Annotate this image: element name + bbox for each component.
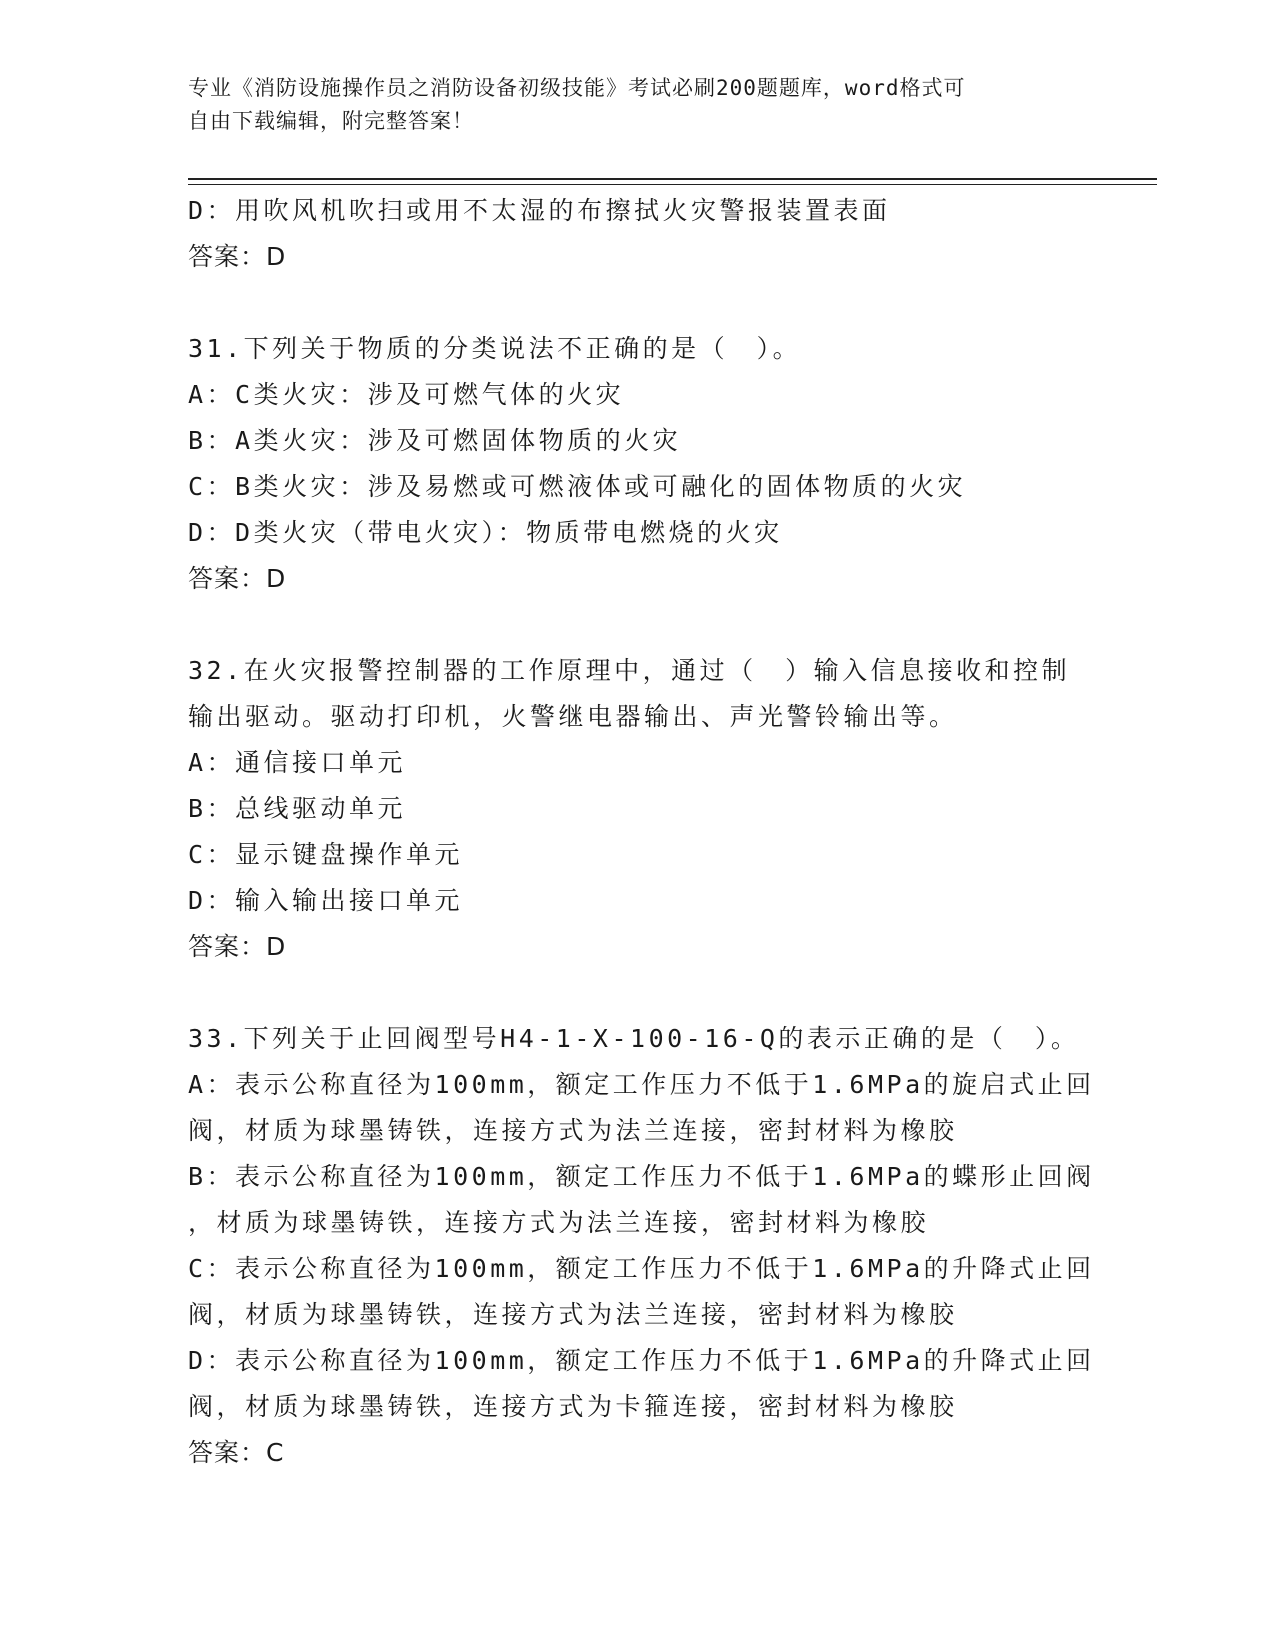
answer: 答案：D [188,564,287,593]
question-30-tail [188,188,1088,280]
header-divider-thin [188,184,1157,185]
option-b: B：总线驱动单元 [188,794,407,823]
document-header [188,72,1088,138]
option-b-line-2: ，材质为球墨铸铁，连接方式为法兰连接，密封材料为橡胶 [188,1208,930,1237]
question-stem: 33.下列关于止回阀型号H4-1-X-100-16-Q的表示正确的是（ ）。 [188,1024,1080,1053]
option-a: A：通信接口单元 [188,748,407,777]
option-d: D：用吹风机吹扫或用不太湿的布擦拭火灾警报装置表面 [188,196,891,225]
question-stem-line-1: 32.在火灾报警控制器的工作原理中，通过（ ）输入信息接收和控制 [188,656,1071,685]
header-line-1: 专业《消防设施操作员之消防设备初级技能》考试必刷200题题库，word格式可 [188,76,966,100]
answer: 答案：D [188,932,287,961]
option-c-line-2: 阀，材质为球墨铸铁，连接方式为法兰连接，密封材料为橡胶 [188,1300,958,1329]
question-33 [188,1016,1095,1476]
spacer [188,602,1088,648]
answer: 答案：C [188,1438,285,1467]
option-a-line-2: 阀，材质为球墨铸铁，连接方式为法兰连接，密封材料为橡胶 [188,1116,958,1145]
question-stem: 31.下列关于物质的分类说法不正确的是（ ）。 [188,334,802,363]
question-stem-line-2: 输出驱动。驱动打印机，火警继电器输出、声光警铃输出等。 [188,702,958,731]
option-c: C：B类火灾：涉及易燃或可燃液体或可融化的固体物质的火灾 [188,472,967,501]
option-b-line-1: B：表示公称直径为100mm，额定工作压力不低于1.6MPa的蝶形止回阀 [188,1162,1095,1191]
option-d: D：D类火灾（带电火灾）：物质带电燃烧的火灾 [188,518,783,547]
document-body [188,188,1095,1476]
option-d-line-1: D：表示公称直径为100mm，额定工作压力不低于1.6MPa的升降式止回 [188,1346,1095,1375]
option-d: D：输入输出接口单元 [188,886,464,915]
header-line-2: 自由下载编辑，附完整答案！ [188,109,474,133]
option-a: A：C类火灾：涉及可燃气体的火灾 [188,380,625,409]
header-divider-thick [188,178,1157,180]
question-32 [188,648,1088,970]
option-b: B：A类火灾：涉及可燃固体物质的火灾 [188,426,682,455]
option-c: C：显示键盘操作单元 [188,840,464,869]
spacer [188,970,1088,1016]
question-31 [188,326,1088,602]
answer: 答案：D [188,242,287,271]
option-a-line-1: A：表示公称直径为100mm，额定工作压力不低于1.6MPa的旋启式止回 [188,1070,1095,1099]
option-c-line-1: C：表示公称直径为100mm，额定工作压力不低于1.6MPa的升降式止回 [188,1254,1095,1283]
option-d-line-2: 阀，材质为球墨铸铁，连接方式为卡箍连接，密封材料为橡胶 [188,1392,958,1421]
spacer [188,280,1088,326]
